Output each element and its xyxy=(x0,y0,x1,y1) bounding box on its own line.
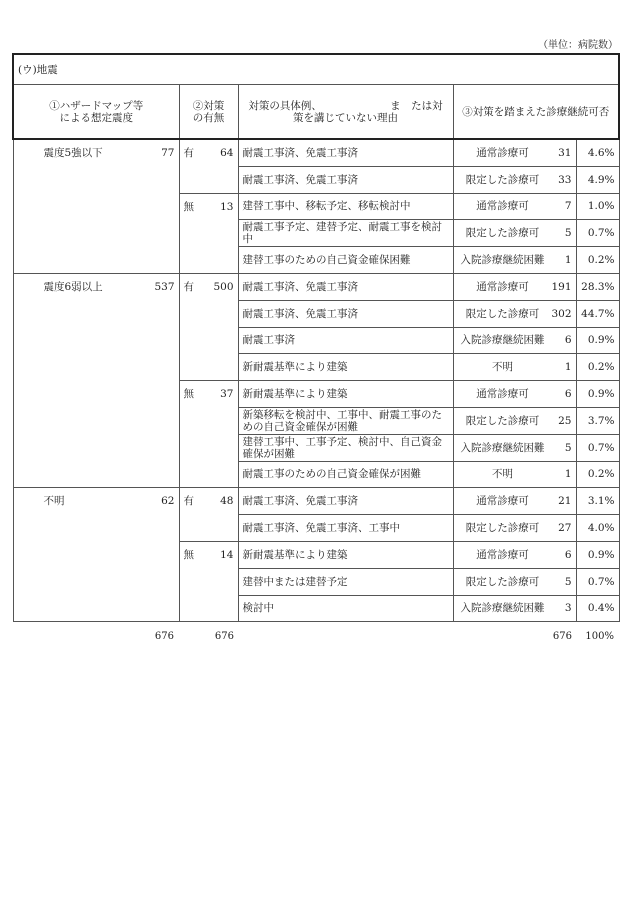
continuity-cell xyxy=(453,488,576,515)
percent-cell: 0.7% xyxy=(576,220,619,247)
percent-cell: 4.6% xyxy=(576,139,619,166)
percent-cell: 0.9% xyxy=(576,541,619,568)
continuity-count: 1 xyxy=(564,254,572,267)
measure-group xyxy=(184,549,234,561)
total-intensity: 676 xyxy=(154,631,174,642)
example-cell: 耐震工事済、免震工事済 xyxy=(238,273,453,300)
continuity-cell xyxy=(453,247,576,274)
header-measures: ②対策の有無 xyxy=(179,85,238,140)
percent-cell: 0.7% xyxy=(576,434,619,461)
continuity-status: 通常診療可 xyxy=(476,146,529,159)
continuity-group xyxy=(458,200,572,212)
continuity-cell xyxy=(453,407,576,434)
continuity-status: 不明 xyxy=(492,468,513,481)
continuity-cell xyxy=(453,300,576,327)
total-measures: 676 xyxy=(214,631,234,642)
continuity-group xyxy=(458,174,572,186)
intensity-cell xyxy=(13,139,179,273)
measure-label: 有 xyxy=(183,495,194,508)
measure-group xyxy=(184,147,234,159)
continuity-status: 限定した診療可 xyxy=(465,522,540,535)
continuity-group xyxy=(458,227,572,239)
percent-cell: 28.3% xyxy=(576,273,619,300)
continuity-count: 5 xyxy=(564,575,572,588)
continuity-group xyxy=(458,468,572,480)
continuity-cell xyxy=(453,327,576,354)
example-cell: 新耐震基準により建築 xyxy=(238,381,453,408)
measure-cell xyxy=(179,193,238,273)
continuity-status: 通常診療可 xyxy=(476,200,529,213)
table-title: (ウ)地震 xyxy=(13,54,619,85)
continuity-status: 通常診療可 xyxy=(476,548,529,561)
example-cell: 耐震工事のための自己資金確保が困難 xyxy=(238,461,453,488)
measure-label: 無 xyxy=(183,388,194,401)
measure-count: 48 xyxy=(220,495,234,508)
percent-cell: 0.2% xyxy=(576,247,619,274)
continuity-cell xyxy=(453,515,576,542)
measure-count: 37 xyxy=(220,388,234,401)
continuity-count: 6 xyxy=(564,334,572,347)
header-continuity: ③対策を踏まえた診療継続可否 xyxy=(453,85,619,140)
intensity-cell xyxy=(13,488,179,622)
table-row xyxy=(13,273,619,300)
example-cell: 建替工事のための自己資金確保困難 xyxy=(238,247,453,274)
continuity-status: 不明 xyxy=(492,361,513,374)
continuity-cell xyxy=(453,354,576,381)
continuity-count: 21 xyxy=(558,495,572,508)
continuity-status: 通常診療可 xyxy=(476,495,529,508)
example-cell: 耐震工事済、免震工事済、工事中 xyxy=(238,515,453,542)
continuity-cell xyxy=(453,461,576,488)
table-row xyxy=(13,139,619,166)
continuity-count: 5 xyxy=(564,441,572,454)
continuity-group xyxy=(458,281,572,293)
continuity-status: 入院診療継続困難 xyxy=(460,602,545,615)
continuity-count: 33 xyxy=(558,173,572,186)
continuity-count: 1 xyxy=(564,468,572,481)
measure-cell xyxy=(179,488,238,542)
example-cell: 建替工事中、工事予定、検討中、自己資金確保が困難 xyxy=(238,434,453,461)
continuity-cell xyxy=(453,434,576,461)
percent-cell: 4.9% xyxy=(576,166,619,193)
continuity-count: 3 xyxy=(564,602,572,615)
continuity-status: 通常診療可 xyxy=(476,388,529,401)
continuity-count: 191 xyxy=(551,280,572,293)
example-cell: 耐震工事済、免震工事済 xyxy=(238,139,453,166)
example-cell: 建替中または建替予定 xyxy=(238,568,453,595)
continuity-group xyxy=(458,415,572,427)
intensity-label: 不明 xyxy=(43,495,65,508)
continuity-count: 6 xyxy=(564,388,572,401)
measure-label: 有 xyxy=(183,280,194,293)
continuity-cell xyxy=(453,541,576,568)
continuity-status: 通常診療可 xyxy=(476,280,529,293)
measure-count: 64 xyxy=(220,147,234,159)
percent-cell: 0.7% xyxy=(576,568,619,595)
header-intensity: ①ハザードマップ等による想定震度 xyxy=(13,85,179,140)
continuity-count: 7 xyxy=(564,200,572,213)
percent-cell: 0.4% xyxy=(576,595,619,622)
header-examples: 対策の具体例、 ま たは対策を講じていない理由 xyxy=(238,85,453,140)
continuity-cell xyxy=(453,568,576,595)
continuity-group xyxy=(458,495,572,507)
continuity-group xyxy=(458,308,572,320)
total-percent: 100% xyxy=(585,631,614,642)
continuity-cell xyxy=(453,166,576,193)
measure-group xyxy=(184,281,234,293)
continuity-group xyxy=(458,522,572,534)
continuity-group xyxy=(458,388,572,400)
continuity-cell xyxy=(453,220,576,247)
measure-cell xyxy=(179,541,238,621)
percent-cell: 0.2% xyxy=(576,354,619,381)
percent-cell: 4.0% xyxy=(576,515,619,542)
example-cell: 検討中 xyxy=(238,595,453,622)
continuity-status: 限定した診療可 xyxy=(465,227,540,240)
measure-cell xyxy=(179,139,238,193)
intensity-cell xyxy=(13,273,179,487)
example-cell: 耐震工事済、免震工事済 xyxy=(238,300,453,327)
continuity-cell xyxy=(453,139,576,166)
example-cell: 建替工事中、移転予定、移転検討中 xyxy=(238,193,453,220)
continuity-group xyxy=(458,361,572,373)
example-cell: 新築移転を検討中、工事中、耐震工事のための自己資金確保が困難 xyxy=(238,407,453,434)
percent-cell: 44.7% xyxy=(576,300,619,327)
continuity-count: 25 xyxy=(558,414,572,427)
table-title-row xyxy=(13,54,619,85)
continuity-status: 限定した診療可 xyxy=(465,414,540,427)
continuity-group xyxy=(458,442,572,454)
measure-cell xyxy=(179,381,238,488)
continuity-cell xyxy=(453,381,576,408)
continuity-group xyxy=(458,576,572,588)
continuity-count: 6 xyxy=(564,548,572,561)
continuity-status: 限定した診療可 xyxy=(465,575,540,588)
intensity-count: 77 xyxy=(161,147,175,159)
earthquake-table xyxy=(12,53,620,622)
intensity-count: 537 xyxy=(154,280,175,293)
example-cell: 新耐震基準により建築 xyxy=(238,541,453,568)
example-cell: 耐震工事済 xyxy=(238,327,453,354)
intensity-label: 震度5強以下 xyxy=(43,147,103,159)
percent-cell: 3.7% xyxy=(576,407,619,434)
intensity-label: 震度6弱以上 xyxy=(43,280,103,293)
intensity-group xyxy=(18,281,175,293)
measure-count: 14 xyxy=(220,548,234,561)
continuity-count: 302 xyxy=(551,307,572,320)
measure-count: 500 xyxy=(213,280,234,293)
measure-label: 有 xyxy=(183,147,194,159)
table-header-row xyxy=(13,85,619,140)
percent-cell: 0.9% xyxy=(576,327,619,354)
table-row xyxy=(13,488,619,515)
continuity-cell xyxy=(453,595,576,622)
continuity-status: 限定した診療可 xyxy=(465,173,540,186)
percent-cell: 1.0% xyxy=(576,193,619,220)
total-continuity: 676 xyxy=(552,631,572,642)
continuity-count: 31 xyxy=(558,146,572,159)
continuity-count: 1 xyxy=(564,361,572,374)
continuity-group xyxy=(458,602,572,614)
continuity-status: 限定した診療可 xyxy=(465,307,540,320)
percent-cell: 0.2% xyxy=(576,461,619,488)
example-cell: 耐震工事予定、建替予定、耐震工事を検討中 xyxy=(238,220,453,247)
measure-label: 無 xyxy=(183,548,194,561)
continuity-status: 入院診療継続困難 xyxy=(460,441,545,454)
measure-group xyxy=(184,388,234,400)
continuity-group xyxy=(458,549,572,561)
continuity-cell xyxy=(453,273,576,300)
measure-group xyxy=(184,495,234,507)
continuity-cell xyxy=(453,193,576,220)
measure-label: 無 xyxy=(183,200,194,213)
measure-cell xyxy=(179,273,238,380)
continuity-status: 入院診療継続困難 xyxy=(460,254,545,267)
continuity-group xyxy=(458,334,572,346)
continuity-group xyxy=(458,254,572,266)
intensity-count: 62 xyxy=(161,495,175,508)
continuity-count: 27 xyxy=(558,522,572,535)
unit-label: （単位：病院数） xyxy=(538,40,618,51)
example-cell: 耐震工事済、免震工事済 xyxy=(238,166,453,193)
percent-cell: 0.9% xyxy=(576,381,619,408)
continuity-count: 5 xyxy=(564,227,572,240)
measure-group xyxy=(184,201,234,213)
intensity-group xyxy=(18,147,175,159)
continuity-status: 入院診療継続困難 xyxy=(460,334,545,347)
example-cell: 耐震工事済、免震工事済 xyxy=(238,488,453,515)
example-cell: 新耐震基準により建築 xyxy=(238,354,453,381)
measure-count: 13 xyxy=(220,200,234,213)
continuity-group xyxy=(458,147,572,159)
intensity-group xyxy=(18,495,175,507)
percent-cell: 3.1% xyxy=(576,488,619,515)
